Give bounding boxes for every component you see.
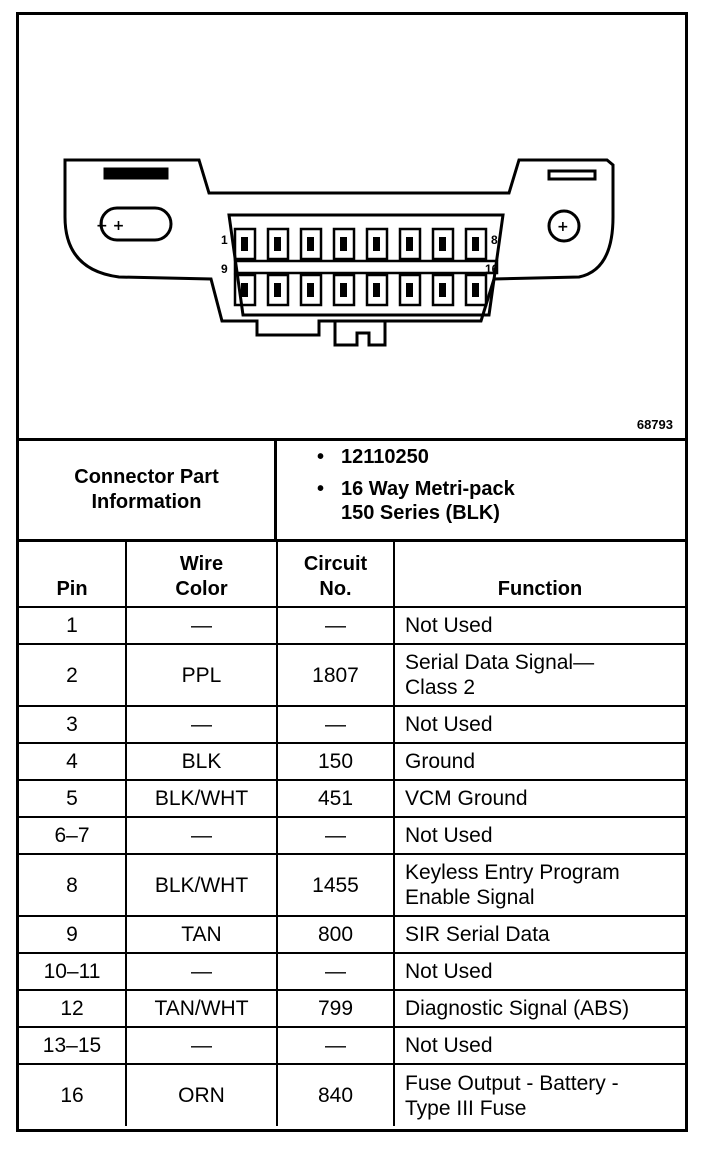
function-cell xyxy=(394,1027,685,1064)
pin-cell: 13–15 xyxy=(19,1027,126,1064)
table-row xyxy=(19,706,685,743)
table-row xyxy=(19,817,685,854)
connector-type-item xyxy=(277,477,685,525)
wire-color-cell: TAN/WHT xyxy=(126,990,277,1027)
function-cell xyxy=(394,817,685,854)
pin-cell: 12 xyxy=(19,990,126,1027)
svg-text:+: + xyxy=(557,219,569,235)
circuit-cell: — xyxy=(277,1027,394,1064)
function-line2: Type III Fuse xyxy=(405,1096,527,1120)
function-line1: Ground xyxy=(405,750,476,773)
circuit-cell: — xyxy=(277,706,394,743)
pin-cell: 3 xyxy=(19,706,126,743)
circuit-cell: — xyxy=(277,607,394,644)
table-row xyxy=(19,953,685,990)
pinout-table xyxy=(19,542,685,1126)
table-row xyxy=(19,607,685,644)
pin-cell: 10–11 xyxy=(19,953,126,990)
pin-cell: 5 xyxy=(19,780,126,817)
table-row xyxy=(19,854,685,916)
figure-number: 68793 xyxy=(636,417,673,432)
wire-color-cell: — xyxy=(126,953,277,990)
header-circuit xyxy=(277,542,394,607)
circuit-cell: 800 xyxy=(277,916,394,953)
circuit-cell: 840 xyxy=(277,1064,394,1126)
pin-cell: 2 xyxy=(19,644,126,706)
part-number-item xyxy=(277,445,685,469)
pin-cell: 6–7 xyxy=(19,817,126,854)
function-line1: Not Used xyxy=(405,713,493,736)
circuit-cell: 451 xyxy=(277,780,394,817)
circuit-cell: 150 xyxy=(277,743,394,780)
wire-color-cell: BLK/WHT xyxy=(126,780,277,817)
wire-color-cell: — xyxy=(126,817,277,854)
function-line2: Class 2 xyxy=(405,676,476,699)
table-row xyxy=(19,916,685,953)
pin-cell: 8 xyxy=(19,854,126,916)
circuit-cell: 1455 xyxy=(277,854,394,916)
wire-color-cell: BLK/WHT xyxy=(126,854,277,916)
function-cell xyxy=(394,916,685,953)
table-row xyxy=(19,1064,685,1126)
function-line1: Diagnostic Signal (ABS) xyxy=(405,997,630,1020)
function-cell xyxy=(394,1064,685,1126)
connector-info xyxy=(19,441,685,542)
table-row xyxy=(19,644,685,706)
pin-cell: 4 xyxy=(19,743,126,780)
connector-figure xyxy=(19,15,685,441)
function-line2: Enable Signal xyxy=(405,886,535,909)
circuit-cell: 1807 xyxy=(277,644,394,706)
function-cell xyxy=(394,990,685,1027)
connector-info-values xyxy=(277,441,685,539)
part-number: 12110250 xyxy=(341,446,429,468)
function-line1: Fuse Output - Battery - xyxy=(405,1071,619,1095)
pin-label-9: 9 xyxy=(221,262,228,276)
table-row xyxy=(19,1027,685,1064)
svg-text:+ +: + + xyxy=(96,218,125,234)
function-line1: Not Used xyxy=(405,614,493,637)
pin-label-8: 8 xyxy=(491,233,498,247)
pin-cell: 16 xyxy=(19,1064,126,1126)
header-wire-color-line1: Wire xyxy=(179,553,224,575)
function-cell xyxy=(394,607,685,644)
wire-color-cell: BLK xyxy=(126,743,277,780)
bullet-dot: • xyxy=(317,446,325,468)
function-line1: Serial Data Signal— xyxy=(405,651,595,674)
connector-type-line2: 150 Series (BLK) xyxy=(341,502,500,524)
connector-drawing xyxy=(19,15,685,438)
connector-info-label-line2: Information xyxy=(91,491,202,513)
wire-color-cell: — xyxy=(126,706,277,743)
wire-color-cell: ORN xyxy=(126,1064,277,1126)
function-line1: Not Used xyxy=(405,1034,493,1057)
pin-cell: 9 xyxy=(19,916,126,953)
function-line1: Not Used xyxy=(405,960,493,983)
wire-color-cell: PPL xyxy=(126,644,277,706)
bullet-dot: • xyxy=(317,478,325,500)
connector-type-line1: 16 Way Metri-pack xyxy=(341,478,515,500)
function-cell xyxy=(394,854,685,916)
function-cell xyxy=(394,644,685,706)
header-function: Function xyxy=(394,542,685,607)
function-line1: Not Used xyxy=(405,824,493,847)
pin-cell: 1 xyxy=(19,607,126,644)
function-cell xyxy=(394,953,685,990)
table-row xyxy=(19,780,685,817)
circuit-cell: 799 xyxy=(277,990,394,1027)
pin-label-1: 1 xyxy=(221,233,228,247)
function-line1: SIR Serial Data xyxy=(405,923,550,946)
header-circuit-line1: Circuit xyxy=(303,553,368,575)
table-row xyxy=(19,743,685,780)
wire-color-cell: — xyxy=(126,607,277,644)
circuit-cell: — xyxy=(277,817,394,854)
circuit-cell: — xyxy=(277,953,394,990)
header-wire-color xyxy=(126,542,277,607)
wire-color-cell: TAN xyxy=(126,916,277,953)
function-line1: VCM Ground xyxy=(405,787,528,810)
wire-color-cell: — xyxy=(126,1027,277,1064)
header-wire-color-line2: Color xyxy=(175,578,228,600)
function-cell xyxy=(394,743,685,780)
table-header-row xyxy=(19,542,685,607)
connector-chart xyxy=(16,12,688,1132)
function-cell xyxy=(394,780,685,817)
header-circuit-line2: No. xyxy=(319,578,352,600)
pin-label-16: 16 xyxy=(485,262,499,276)
connector-info-label-line1: Connector Part xyxy=(74,466,219,488)
table-row xyxy=(19,990,685,1027)
header-pin: Pin xyxy=(19,542,126,607)
connector-info-label xyxy=(19,441,277,539)
function-line1: Keyless Entry Program xyxy=(405,861,620,884)
function-cell xyxy=(394,706,685,743)
